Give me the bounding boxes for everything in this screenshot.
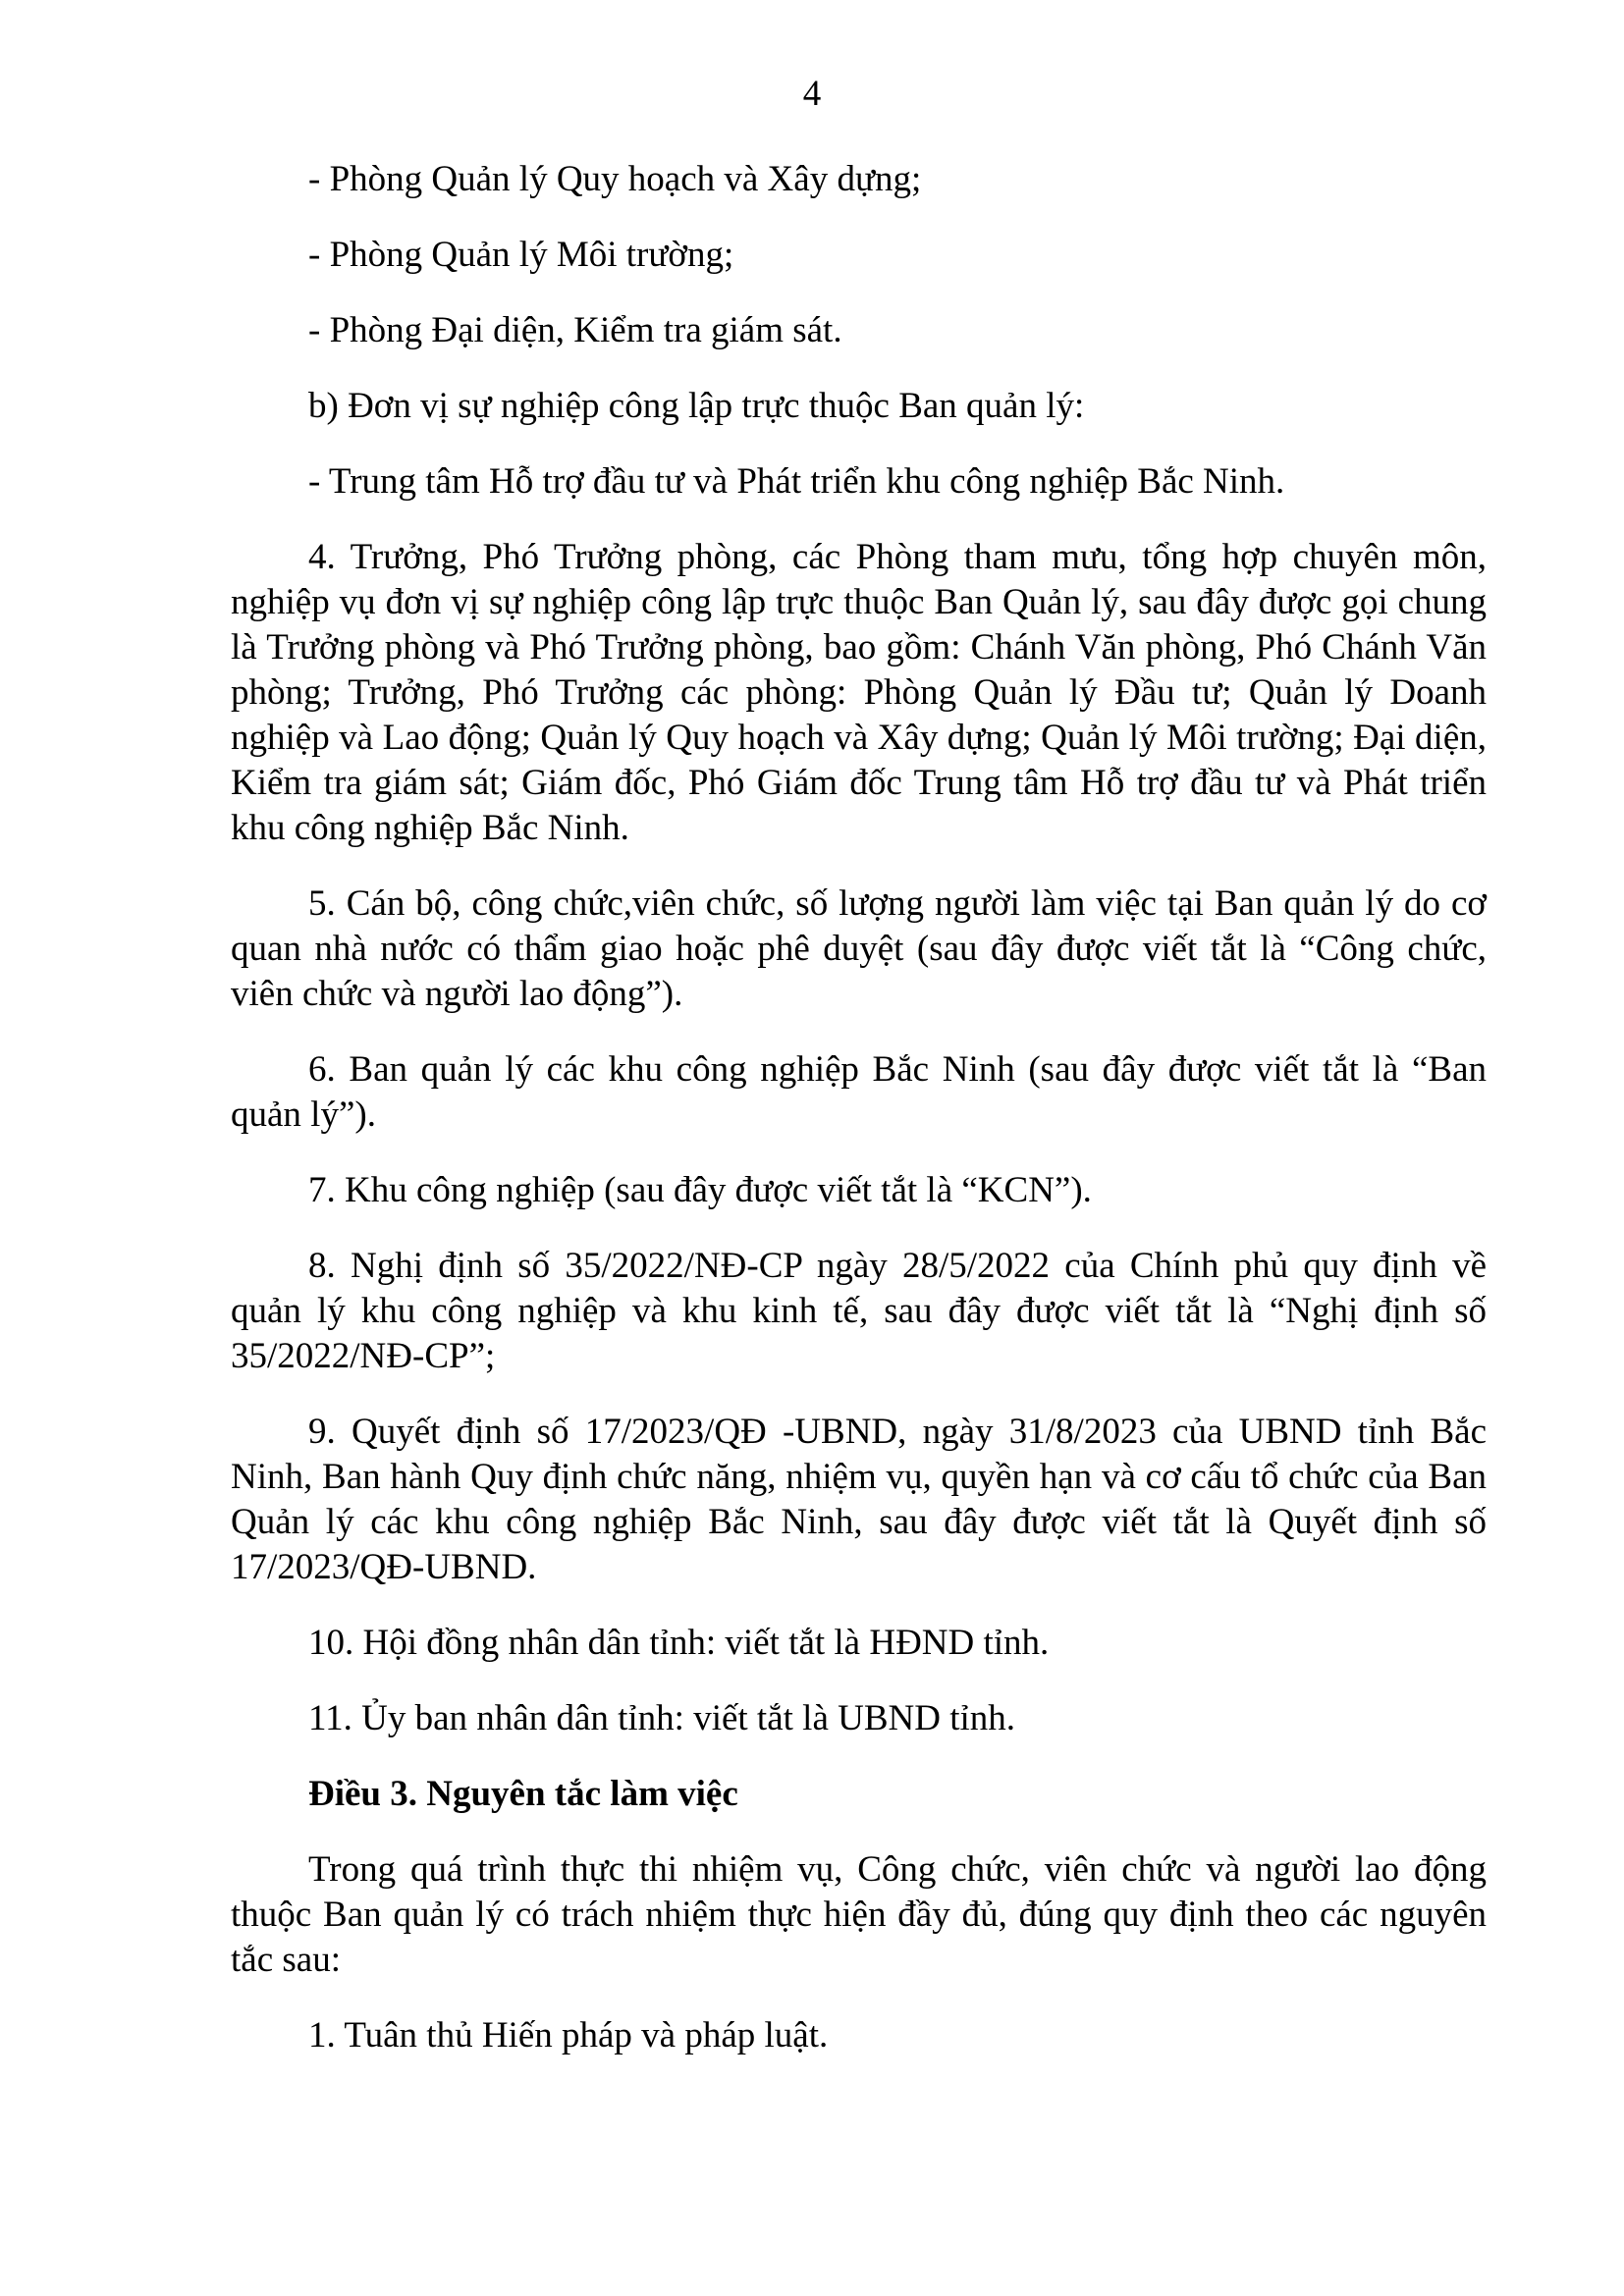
clause-10: 10. Hội đồng nhân dân tỉnh: viết tắt là HĐND tỉnh. [308,1623,1050,1663]
clause-5: 5. Cán bộ, công chức,viên chức, số lượng người làm việc tại Ban quản lý do cơ quan nhà nước có thẩm giao hoặc phê duyệt (sau đây được viết tắt là “Công chức, viên chức và người lao động”). [231,883,1487,1014]
list-item-environment-dept: - Phòng Quản lý Môi trường; [308,235,734,275]
document-body [231,157,1487,2089]
clause-4: 4. Trưởng, Phó Trưởng phòng, các Phòng tham mưu, tổng hợp chuyên môn, nghiệp vụ đơn vị sự nghiệp công lập trực thuộc Ban Quản lý, sau đây được gọi chung là Trưởng phòng và Phó Trưởng phòng, bao gồm: Chánh Văn phòng, Phó Chánh Văn phòng; Trưởng, Phó Trưởng các phòng: Phòng Quản lý Đầu tư; Quản lý Doanh nghiệp và Lao động; Quản lý Quy hoạch và Xây dựng; Quản lý Môi trường; Đại diện, Kiểm tra giám sát; Giám đốc, Phó Giám đốc Trung tâm Hỗ trợ đầu tư và Phát triển khu công nghiệp Bắc Ninh. [231,537,1487,848]
clause-9: 9. Quyết định số 17/2023/QĐ -UBND, ngày 31/8/2023 của UBND tỉnh Bắc Ninh, Ban hành Quy định chức năng, nhiệm vụ, quyền hạn và cơ cấu tổ chức của Ban Quản lý các khu công nghiệp Bắc Ninh, sau đây được viết tắt là Quyết định số 17/2023/QĐ-UBND. [231,1412,1487,1587]
article-3-intro: Trong quá trình thực thi nhiệm vụ, Công chức, viên chức và người lao động thuộc Ban quản lý có trách nhiệm thực hiện đầy đủ, đúng quy định theo các nguyên tắc sau: [231,1849,1487,1980]
clause-8: 8. Nghị định số 35/2022/NĐ-CP ngày 28/5/2022 của Chính phủ quy định về quản lý khu công nghiệp và khu kinh tế, sau đây được viết tắt là “Nghị định số 35/2022/NĐ-CP”; [231,1246,1487,1376]
article-3-heading: Điều 3. Nguyên tắc làm việc [308,1774,738,1814]
subsection-public-units: b) Đơn vị sự nghiệp công lập trực thuộc Ban quản lý: [308,386,1085,426]
list-item-planning-dept: - Phòng Quản lý Quy hoạch và Xây dựng; [308,159,922,199]
page-number: 4 [802,74,822,114]
list-item-support-center: - Trung tâm Hỗ trợ đầu tư và Phát triển khu công nghiệp Bắc Ninh. [308,461,1285,502]
clause-6: 6. Ban quản lý các khu công nghiệp Bắc Ninh (sau đây được viết tắt là “Ban quản lý”). [231,1049,1487,1135]
clause-11: 11. Ủy ban nhân dân tỉnh: viết tắt là UBND tỉnh. [308,1698,1016,1738]
list-item-inspection-dept: - Phòng Đại diện, Kiểm tra giám sát. [308,310,842,350]
article-3-principle-1: 1. Tuân thủ Hiến pháp và pháp luật. [308,2015,829,2056]
clause-7: 7. Khu công nghiệp (sau đây được viết tắt là “KCN”). [308,1170,1092,1210]
